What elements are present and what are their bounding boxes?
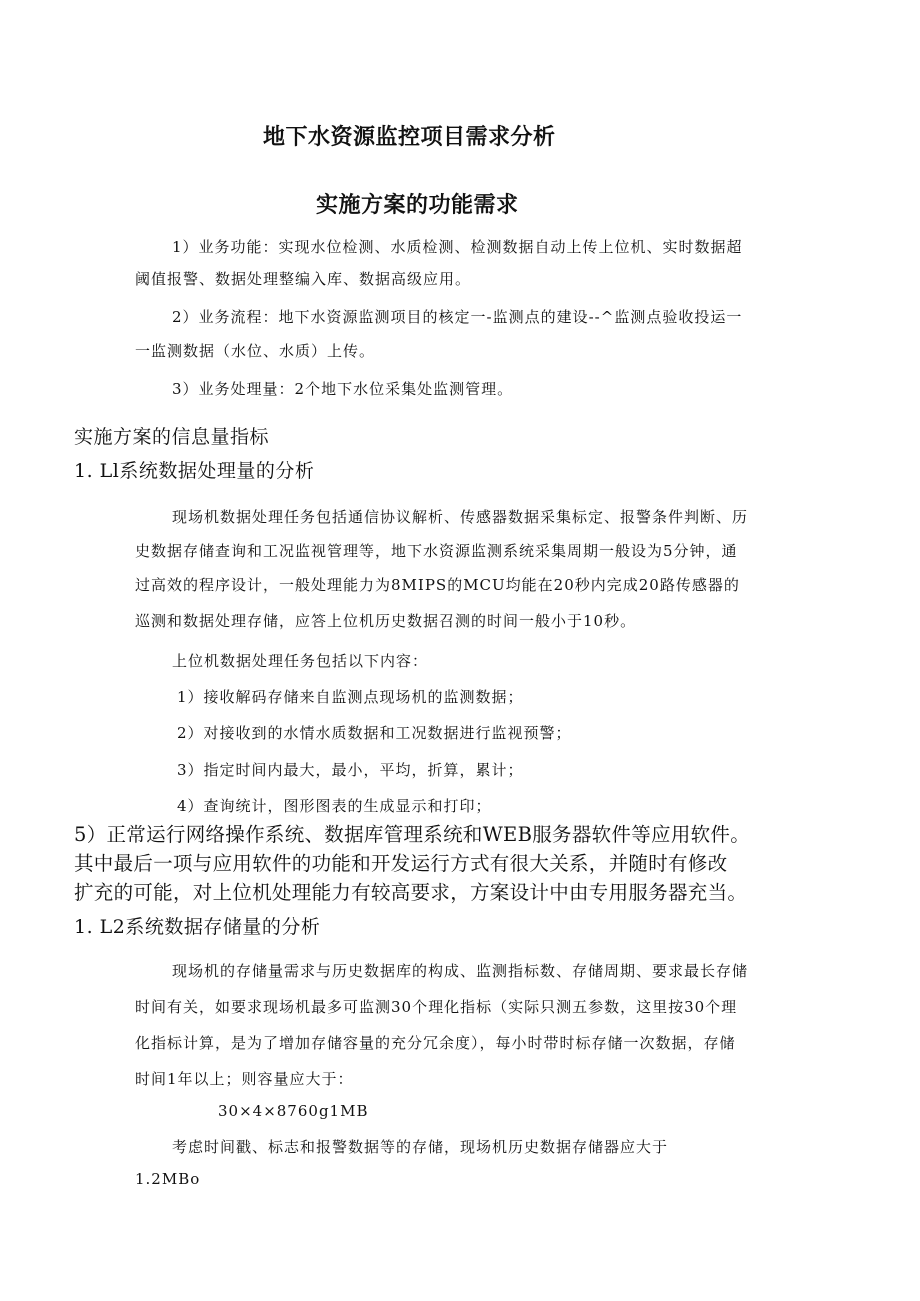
s11-paragraph-line-3: 过高效的程序设计，一般处理能力为8MIPS的MCU均能在20秒内完成20路传感器的: [135, 576, 740, 594]
section-title-function-requirements: 实施方案的功能需求: [316, 193, 519, 218]
document-title: 地下水资源监控项目需求分析: [263, 125, 556, 150]
s12-paragraph-line-2: 时间有关，如要求现场机最多可监测30个理化指标（实际只测五参数，这里按30个理: [135, 998, 738, 1016]
s11-paragraph-line-4: 巡测和数据处理存储，应答上位机历史数据召测的时间一般小于10秒。: [135, 612, 637, 630]
item-5-line-3: 扩充的可能，对上位机处理能力有较高要求，方案设计中由专用服务器充当。: [74, 881, 748, 904]
s12-paragraph-2-line-2: 1.2MBo: [135, 1170, 201, 1188]
item-5-line-1: 5）正常运行网络操作系统、数据库管理系统和WEB服务器软件等应用软件。: [74, 823, 751, 846]
item-5-line-2: 其中最后一项与应用软件的功能和开发运行方式有很大关系，并随时有修改: [74, 852, 728, 875]
s12-paragraph-line-3: 化指标计算，是为了增加存储容量的充分冗余度），每小时带时标存储一次数据，存储: [135, 1034, 736, 1052]
subsection-heading-1-1: 1. Ll系统数据处理量的分析: [74, 460, 315, 482]
list-item: 4）查询统计，图形图表的生成显示和打印；: [177, 797, 492, 815]
func-item-2-line-2: 一监测数据（水位、水质）上传。: [135, 342, 376, 360]
list-item: 3）指定时间内最大，最小，平均，折算，累计；: [177, 761, 524, 779]
s11-paragraph-line-1: 现场机数据处理任务包括通信协议解析、传感器数据采集标定、报警条件判断、历: [172, 508, 749, 526]
func-item-2-line-1: 2）业务流程：地下水资源监测项目的核定一-监测点的建设--^监测点验收投运一: [172, 308, 743, 326]
section-heading-info-metrics: 实施方案的信息量指标: [74, 426, 270, 448]
s12-paragraph-line-4: 时间1年以上；则容量应大于：: [135, 1070, 354, 1088]
s12-paragraph-line-1: 现场机的存储量需求与历史数据库的构成、监测指标数、存储周期、要求最长存储: [172, 962, 749, 980]
upper-computer-intro: 上位机数据处理任务包括以下内容：: [172, 652, 429, 670]
func-item-1-line-1: 1）业务功能：实现水位检测、水质检测、检测数据自动上传上位机、实时数据超: [172, 238, 743, 256]
func-item-1-line-2: 阈值报警、数据处理整编入库、数据高级应用。: [135, 270, 472, 288]
subsection-heading-1-2: 1. L2系统数据存储量的分析: [74, 916, 321, 938]
func-item-3: 3）业务处理量：2个地下水位采集处监测管理。: [172, 380, 514, 398]
capacity-formula: 30×4×8760g1MB: [218, 1102, 369, 1120]
s12-paragraph-2-line-1: 考虑时间戳、标志和报警数据等的存储，现场机历史数据存储器应大于: [172, 1138, 669, 1156]
list-item: 2）对接收到的水情水质数据和工况数据进行监视预警；: [177, 724, 572, 742]
s11-paragraph-line-2: 史数据存储查询和工况监视管理等，地下水资源监测系统采集周期一般设为5分钟，通: [135, 542, 738, 560]
list-item: 1）接收解码存储来自监测点现场机的监测数据；: [177, 688, 524, 706]
